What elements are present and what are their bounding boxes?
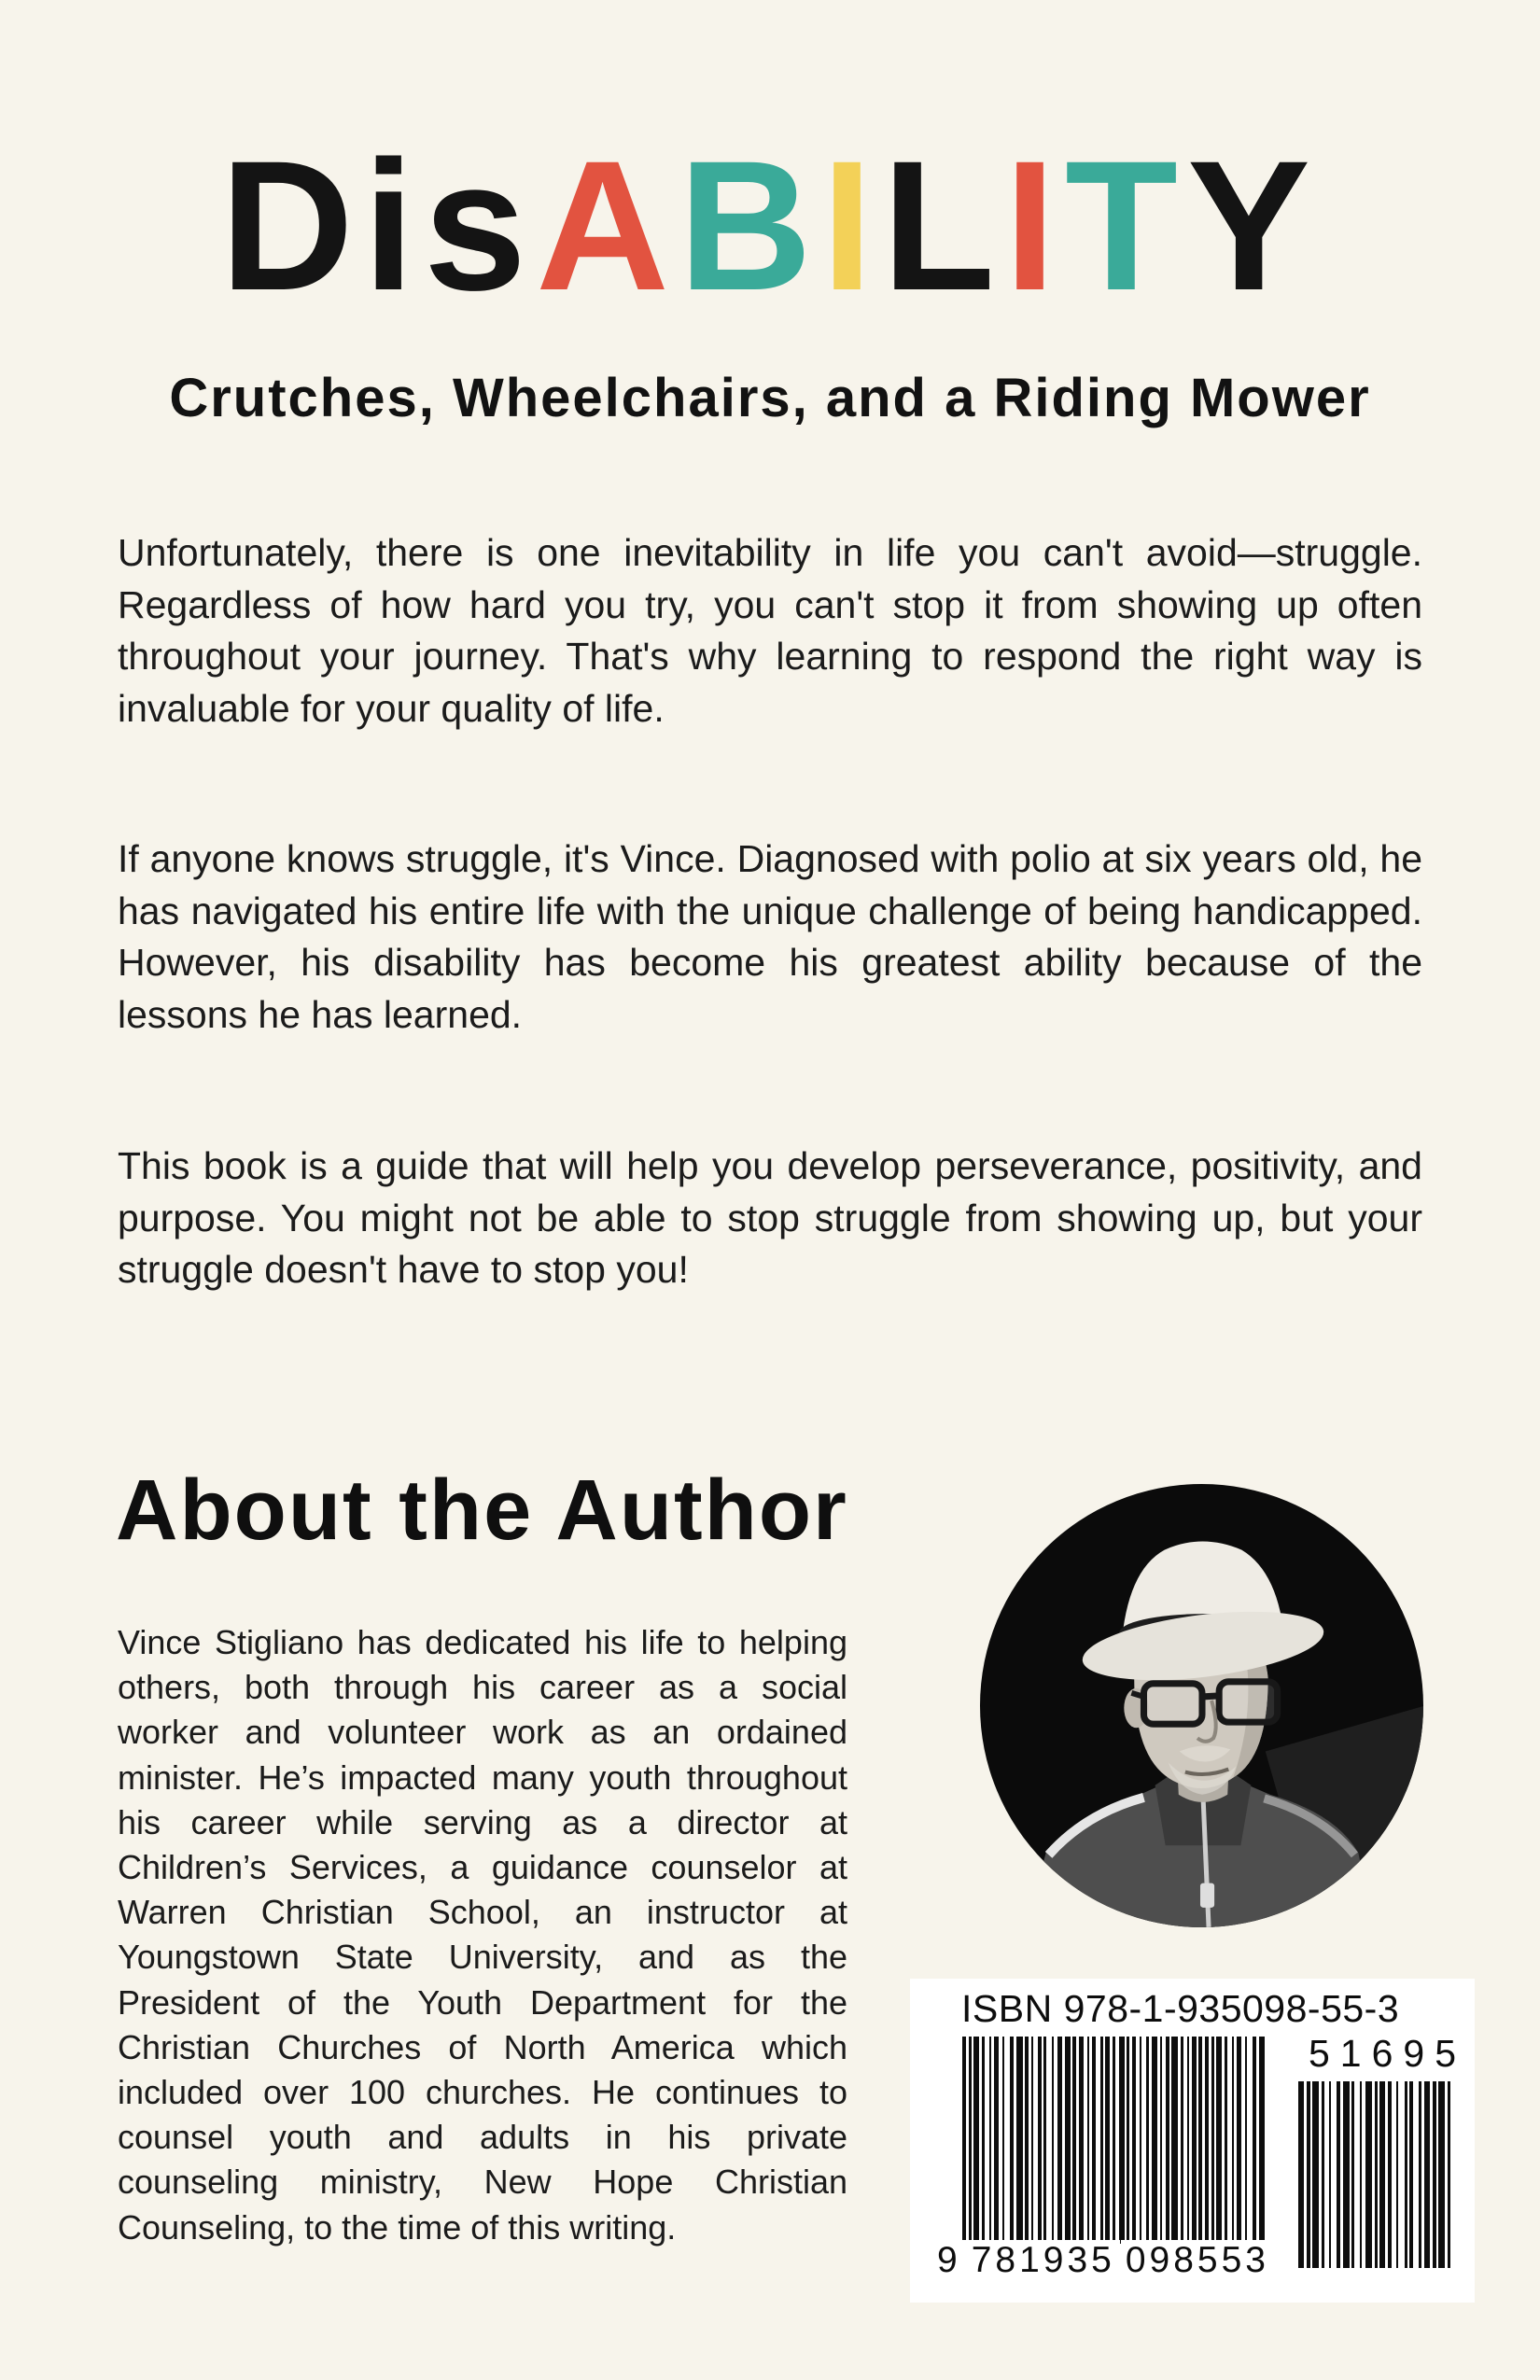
title-letter: Y (1186, 122, 1321, 329)
blurb-paragraph-1: Unfortunately, there is one inevitability in life you can't avoid—struggle. Regardless of how hard you try, you can't stop it from showing up often throughout your journey. That's why learning to respond the right way is invaluable for your quality of life. (118, 531, 1422, 730)
barcode-price-code: 51695 (1309, 2032, 1467, 2075)
author-bio: Vince Stigliano has dedicated his life to helping others, both through his career as a social worker and volunteer work as an ordained minister. He’s impacted many youth throughout his career while serving as a director at Children’s Services, a guidance counselor at Warren Christian School, an instructor at Youngstown State University, and as the President of the Youth Department for the Christian Churches of North America which included over 100 churches. He continues to counsel youth and adults in his private counseling ministry, New Hope Christian Counseling, to the time of this writing. (118, 1623, 847, 2247)
about-author-heading: About the Author (116, 1463, 848, 1558)
title-letter: Dis (219, 122, 537, 329)
title-letter: L (882, 122, 1005, 329)
isbn-number: ISBN 978-1-935098-55-3 (961, 1987, 1400, 2030)
blurb-paragraph-3: This book is a guide that will help you develop perseverance, positivity, and purpose. You might not be able to stop struggle from showing up, but your struggle doesn't have to stop you! (118, 1144, 1422, 1291)
author-portrait-illustration (980, 1484, 1423, 1927)
isbn-barcode-block (910, 1979, 1475, 2303)
book-subtitle: Crutches, Wheelchairs, and a Riding Mower (169, 368, 1371, 428)
title-letter: I (1004, 122, 1066, 329)
title-letter: B (679, 122, 822, 329)
blurb-paragraph-2: If anyone knows struggle, it's Vince. Diagnosed with polio at six years old, he has navigated his entire life with the unique challenge of being handicapped. However, his disability has become his greatest ability because of the lessons he has learned. (118, 837, 1422, 1036)
ean-digit-group: 098553 (1121, 2240, 1274, 2281)
ean-digit-group: 9 (932, 2240, 966, 2281)
price-addon-barcode (1298, 2081, 1451, 2268)
ean-barcode (962, 2037, 1265, 2270)
title-letter: I (821, 122, 883, 329)
ean-digit-group: 781935 (967, 2240, 1120, 2281)
title-letter: T (1065, 122, 1187, 329)
book-title (0, 122, 1540, 329)
ean-digits (932, 2240, 1274, 2281)
author-photo (980, 1484, 1423, 1927)
title-letter: A (536, 122, 679, 329)
